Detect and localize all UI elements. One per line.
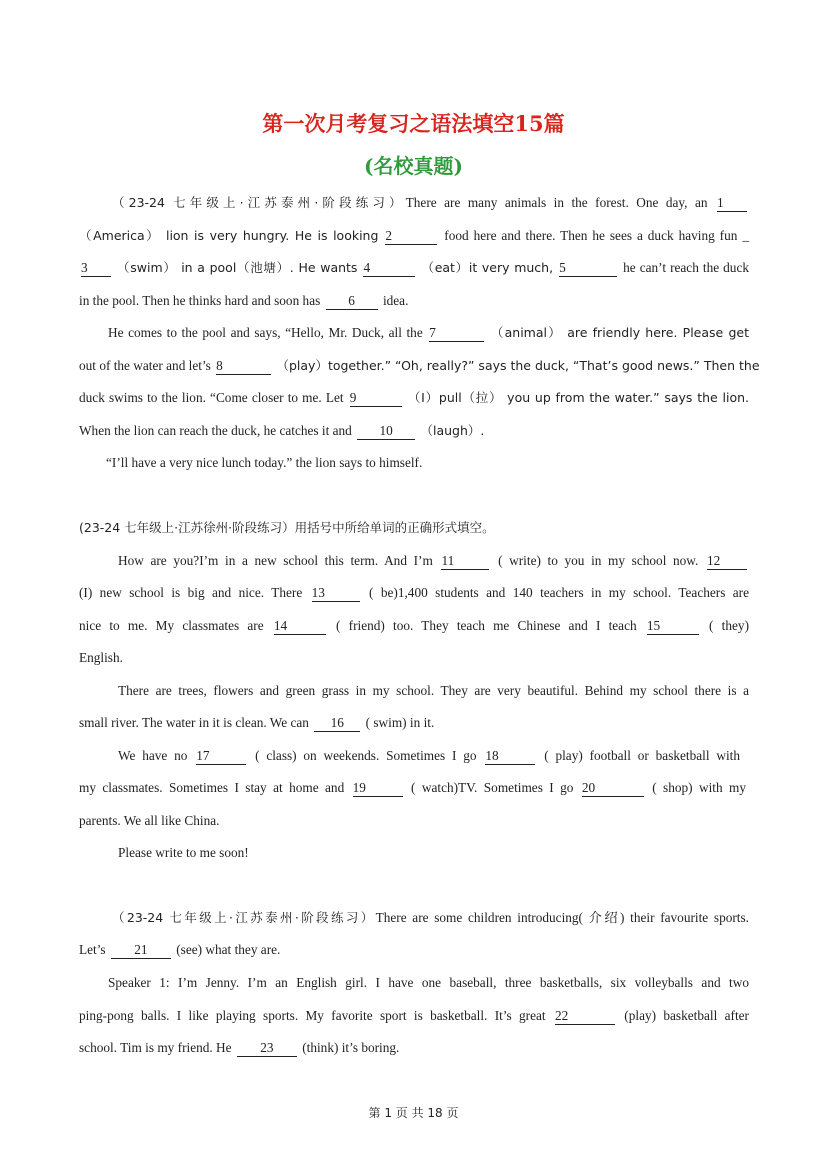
p2-line-9: parents. We all like China. bbox=[79, 813, 220, 828]
blank-21[interactable]: 21 bbox=[111, 942, 171, 959]
blank-9[interactable]: 9 bbox=[350, 390, 402, 407]
blank-15[interactable]: 15 bbox=[647, 618, 699, 635]
p2-line-6: small river. The water in it is clean. We can 16 ( swim) in it. bbox=[79, 715, 435, 730]
blank-12[interactable]: 12 bbox=[707, 553, 747, 570]
p1-source: （23-24 七年级上·江苏泰州·阶段练习） bbox=[112, 195, 406, 210]
blank-23[interactable]: 23 bbox=[237, 1040, 297, 1057]
p1-line-6: out of the water and let’s 8 （play）together.” “Oh, really?” says the duck, “That’s good news.” Then the bbox=[79, 358, 760, 373]
p1-line-5: He comes to the pool and says, “Hello, Mr. Duck, all the 7 （animal） are friendly here. Please get bbox=[108, 325, 749, 340]
p3-source: （23-24 七年级上·江苏泰州·阶段练习） bbox=[112, 910, 376, 925]
p3-line-2: Let’s 21 (see) what they are. bbox=[79, 942, 281, 957]
page-title: 第一次月考复习之语法填空15篇 bbox=[262, 111, 565, 136]
p2-line-2: (I) new school is big and nice. There 13 ( be)1,400 students and 140 teachers in my school. Teachers are bbox=[79, 585, 750, 600]
p2-line-8: my classmates. Sometimes I stay at home and 19 ( watch)TV. Sometimes I go 20 ( shop) with my bbox=[79, 780, 747, 795]
p1-line-3: 3 （swim） in a pool（池塘）. He wants 4 （eat）it very much, 5 he can’t reach the duck bbox=[81, 260, 749, 275]
p2-line-10: Please write to me soon! bbox=[118, 845, 249, 860]
blank-6[interactable]: 6 bbox=[326, 293, 378, 310]
blank-2[interactable]: 2 bbox=[385, 228, 437, 245]
p2-line-1: How are you?I’m in a new school this term. And I’m 11 ( write) to you in my school now. 12 bbox=[118, 551, 749, 571]
p1-line-8: When the lion can reach the duck, he catches it and 10 （laugh）. bbox=[79, 423, 485, 438]
blank-17[interactable]: 17 bbox=[196, 748, 246, 765]
page-footer: 第 1 页 共 18 页 bbox=[368, 1106, 459, 1120]
p1-line-7: duck swims to the lion. “Come closer to me. Let 9 （I）pull（拉） you up from the water.” says the lion. bbox=[79, 390, 749, 405]
p3-line-3: Speaker 1: I’m Jenny. I’m an English girl. I have one baseball, three basketballs, six volleyballs and two bbox=[108, 975, 749, 990]
blank-7[interactable]: 7 bbox=[429, 325, 484, 342]
blank-1[interactable]: 1 bbox=[717, 195, 747, 212]
blank-13[interactable]: 13 bbox=[312, 585, 360, 602]
p1-line-2: （America） lion is very hungry. He is looking 2 food here and there. Then he sees a duck having fun _ bbox=[79, 228, 750, 243]
p2-source: (23-24 七年级上·江苏徐州·阶段练习）用括号中所给单词的正确形式填空。 bbox=[79, 520, 495, 535]
page-subtitle: (名校真题) bbox=[364, 154, 463, 178]
blank-10[interactable]: 10 bbox=[357, 423, 415, 440]
blank-18[interactable]: 18 bbox=[485, 748, 535, 765]
p3-line-4: ping-pong balls. I like playing sports. My favorite sport is basketball. It’s great 22 (play) basketball after bbox=[79, 1008, 749, 1023]
blank-14[interactable]: 14 bbox=[274, 618, 326, 635]
p1-line-9: “I’ll have a very nice lunch today.” the lion says to himself. bbox=[106, 455, 423, 470]
blank-8[interactable]: 8 bbox=[216, 358, 271, 375]
p2-line-7: We have no 17 ( class) on weekends. Sometimes I go 18 ( play) football or basketball with bbox=[118, 748, 741, 763]
blank-16[interactable]: 16 bbox=[314, 715, 360, 732]
p2-line-3: nice to me. My classmates are 14 ( friend) too. They teach me Chinese and I teach 15 ( they) bbox=[79, 618, 749, 633]
p1-line-1: （23-24 七年级上·江苏泰州·阶段练习）There are many animals in the forest. One day, an 1 bbox=[112, 193, 749, 213]
p2-line-source bbox=[79, 518, 749, 538]
p2-line-5: There are trees, flowers and green grass in my school. They are very beautiful. Behind my school there is a bbox=[118, 683, 749, 698]
p3-line-5: school. Tim is my friend. He 23 (think) it’s boring. bbox=[79, 1040, 400, 1055]
blank-20[interactable]: 20 bbox=[582, 780, 644, 797]
blank-5[interactable]: 5 bbox=[559, 260, 617, 277]
blank-19[interactable]: 19 bbox=[353, 780, 403, 797]
p1-line-4: in the pool. Then he thinks hard and soon has 6 idea. bbox=[79, 293, 409, 308]
blank-4[interactable]: 4 bbox=[363, 260, 415, 277]
blank-11[interactable]: 11 bbox=[441, 553, 489, 570]
p3-line-1: （23-24 七年级上·江苏泰州·阶段练习）There are some children introducing( 介绍) their favourite sports. bbox=[112, 910, 749, 925]
blank-3[interactable]: 3 bbox=[81, 260, 111, 277]
blank-22[interactable]: 22 bbox=[555, 1008, 615, 1025]
p2-line-4: English. bbox=[79, 650, 123, 665]
